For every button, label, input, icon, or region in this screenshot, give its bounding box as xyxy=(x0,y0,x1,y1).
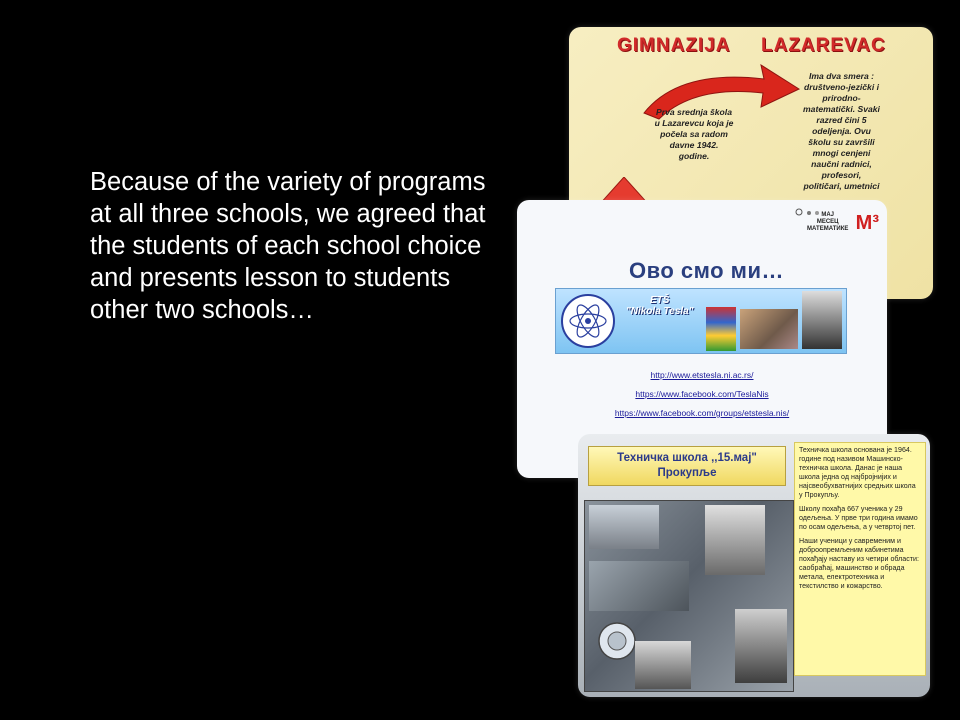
slide1-right-line: naučni radnici, xyxy=(811,159,872,169)
slide1-right-line: školu su završili xyxy=(808,137,875,147)
atom-emblem-icon xyxy=(560,293,616,349)
slide1-left-line: počela sa radom xyxy=(660,129,728,139)
classroom-photo xyxy=(589,561,689,611)
banner-line: ETŠ xyxy=(650,295,670,306)
main-text: Because of the variety of programs at all three schools, we agreed that the students of each school choice and presents lesson to students other two schools… xyxy=(90,168,486,324)
slide3-header xyxy=(588,446,786,486)
portrait-photo xyxy=(705,505,765,575)
slide1-right-line: prirodno- xyxy=(822,93,861,103)
slide1-left-line: u Lazarevcu koja je xyxy=(654,118,734,128)
banner-text xyxy=(626,295,693,317)
photo-collage xyxy=(584,500,794,692)
slide1-right-line: matematički. Svaki xyxy=(803,104,880,114)
slide1-left-line: godine. xyxy=(678,151,710,161)
link-website[interactable]: http://www.etstesla.ni.ac.rs/ xyxy=(650,370,754,380)
slide1-title-gimnazija: GIMNAZIJA xyxy=(617,35,731,56)
slide-tehnicka-skola xyxy=(578,434,930,697)
books-photo xyxy=(706,307,736,351)
slide1-left-line: davne 1942. xyxy=(669,140,719,150)
slide2-title: Ово смо ми… xyxy=(629,258,784,283)
link-facebook-page[interactable]: https://www.facebook.com/TeslaNis xyxy=(635,389,769,399)
slide1-right-line: političari, umetnici xyxy=(803,181,880,191)
math-month-logo xyxy=(807,212,848,233)
slide1-left-line: Prva srednja škola xyxy=(656,107,732,117)
school-banner xyxy=(555,288,847,354)
slide3-info-box xyxy=(794,442,926,676)
m3-logo: M³ xyxy=(855,212,879,234)
slide1-right-line: mnogi cenjeni xyxy=(812,148,871,158)
tesla-portrait xyxy=(802,291,842,349)
info-paragraph: Наши ученици у савременим и доброопремљеним кабинетима похађају наставу из четири области: саобраћај, машинство и обрада метала, електротехника и текстилство и кожарство. xyxy=(799,537,919,590)
slide1-right-line: društveno-jezički i xyxy=(804,82,879,92)
info-paragraph: Школу похађа 667 ученика у 29 одељења. У прве три година имамо по осам одељења, а у четвртој пет. xyxy=(799,505,918,531)
slide3-header-line: Прокупље xyxy=(657,467,717,479)
students-photo xyxy=(740,309,798,349)
slide1-title-lazarevac: LAZAREVAC xyxy=(761,35,886,56)
banner-line: "Nikola Tesla" xyxy=(626,306,694,317)
school-emblem-icon xyxy=(597,621,637,661)
slide1-right-line: Ima dva smera : xyxy=(809,71,874,81)
slide1-right-line: razred čini 5 xyxy=(816,115,867,125)
school-building-photo xyxy=(589,505,659,549)
woman-portrait-photo xyxy=(735,609,787,683)
info-paragraph: Техничка школа основана је 1964. године под називом Машинско-техничка школа. Данас је наша школа једна од најбројнијих и најсвеобухватнијих средњих школа у Прокупљу. xyxy=(799,446,916,499)
math-month-logo-line: МЕСЕЦ xyxy=(816,219,839,225)
teacher-portrait-photo xyxy=(635,641,691,689)
math-month-logo-line: МАЈ xyxy=(821,212,835,218)
slide1-right-line: profesori, xyxy=(821,170,862,180)
slide3-header-line: Техничка школа ,,15.мај" xyxy=(617,452,757,464)
slide1-left-text xyxy=(651,107,737,162)
link-facebook-group[interactable]: https://www.facebook.com/groups/etstesla.nis/ xyxy=(614,408,790,418)
slide1-right-line: odeljenja. Ovu xyxy=(812,126,871,136)
math-month-logo-line: МАТЕМАТИКЕ xyxy=(807,226,849,232)
slide1-right-text xyxy=(794,71,889,192)
